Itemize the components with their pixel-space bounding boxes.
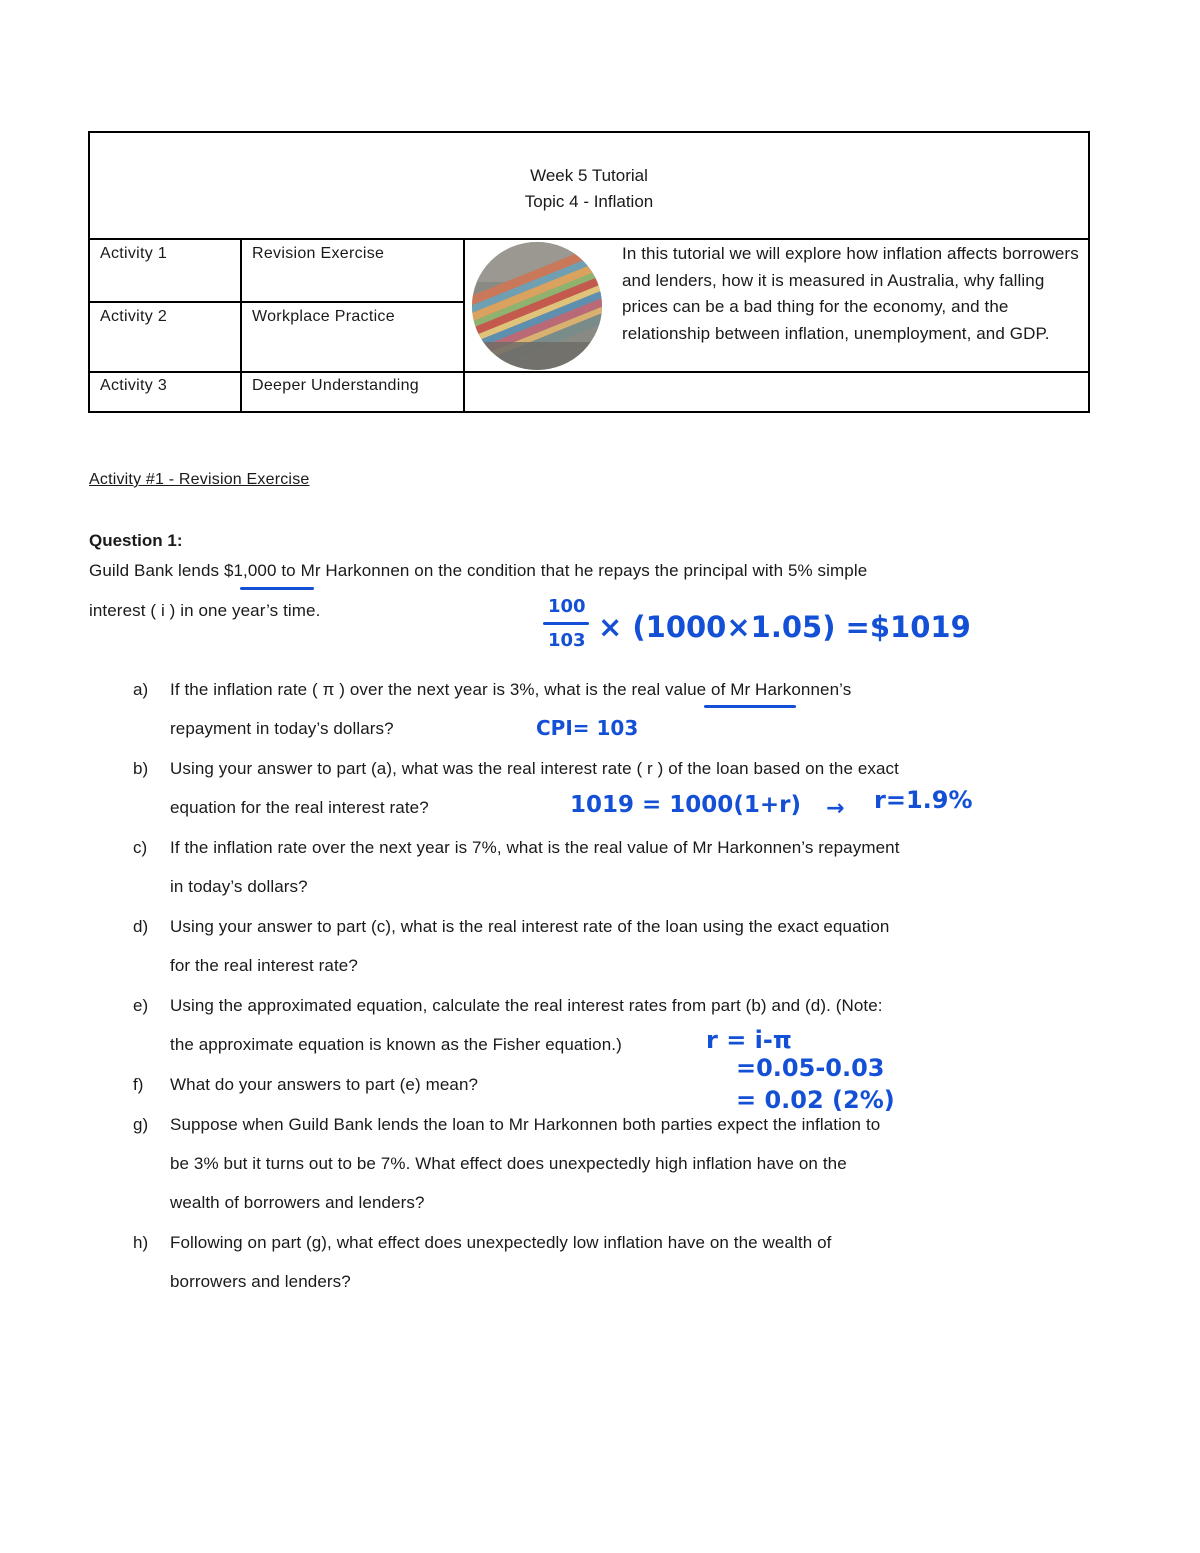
- title-block: [90, 133, 1088, 240]
- item-c-line2: in today’s dollars?: [170, 877, 308, 896]
- row-divider-1: [90, 301, 465, 303]
- item-a-line2: repayment in today’s dollars?: [170, 719, 394, 738]
- item-d-letter: d): [133, 917, 149, 936]
- item-b-line2: equation for the real interest rate?: [170, 798, 429, 817]
- activity-1-name: Revision Exercise: [252, 245, 385, 262]
- fisher-line1: r = i-π: [706, 1026, 792, 1054]
- item-b-line1: Using your answer to part (a), what was the real interest rate ( r ) of the loan based on the exact: [170, 759, 899, 778]
- item-c-line1: If the inflation rate over the next year is 7%, what is the real value of Mr Harkonnen’s repayment: [170, 838, 900, 857]
- item-h-line2: borrowers and lenders?: [170, 1272, 351, 1291]
- topic-title: Topic 4 - Inflation: [524, 192, 654, 211]
- underline-amount: [240, 587, 314, 590]
- question-1-title: Question 1:: [89, 531, 183, 550]
- item-g-letter: g): [133, 1115, 149, 1134]
- tutorial-title: Week 5 Tutorial: [530, 166, 648, 185]
- item-h-letter: h): [133, 1233, 149, 1252]
- question-1-line2: interest ( i ) in one year’s time.: [89, 601, 321, 620]
- activity-2-name: Workplace Practice: [252, 308, 395, 325]
- item-b-letter: b): [133, 759, 149, 778]
- activity-3-name: Deeper Understanding: [252, 377, 419, 394]
- question-1-line1: Guild Bank lends $1,000 to Mr Harkonnen on the condition that he repays the principal with 5% simple: [89, 561, 868, 580]
- fraction-bar: [543, 622, 589, 625]
- underline-real-value: [704, 705, 796, 708]
- banknotes-icon: [472, 242, 602, 370]
- item-f-letter: f): [133, 1075, 144, 1094]
- banknotes-image: [472, 242, 602, 370]
- fraction-numerator: 100: [548, 596, 586, 617]
- item-e-line1: Using the approximated equation, calculate the real interest rates from part (b) and (d). (Note:: [170, 996, 883, 1015]
- cpi-note: CPI= 103: [536, 716, 639, 740]
- item-g-line3: wealth of borrowers and lenders?: [170, 1193, 425, 1212]
- row-divider-2: [90, 371, 1088, 373]
- activity-1-label: Activity 1: [100, 245, 168, 262]
- item-f-line1: What do your answers to part (e) mean?: [170, 1075, 479, 1094]
- item-g-line1: Suppose when Guild Bank lends the loan to Mr Harkonnen both parties expect the inflation to: [170, 1115, 881, 1134]
- item-d-line2: for the real interest rate?: [170, 956, 358, 975]
- fisher-line3: = 0.02 (2%): [736, 1086, 895, 1114]
- fraction-denominator: 103: [548, 630, 586, 651]
- item-e-letter: e): [133, 996, 149, 1015]
- activity-2-label: Activity 2: [100, 308, 168, 325]
- col-divider-2: [463, 238, 465, 411]
- formula-real-rate: 1019 = 1000(1+r): [570, 792, 801, 818]
- item-g-line2: be 3% but it turns out to be 7%. What effect does unexpectedly high inflation have on the: [170, 1154, 847, 1173]
- col-divider-1: [240, 238, 242, 411]
- arrow-icon: →: [826, 796, 845, 821]
- activity-3-label: Activity 3: [100, 377, 168, 394]
- activity-1-heading[interactable]: Activity #1 - Revision Exercise: [89, 471, 310, 488]
- fisher-line2: =0.05-0.03: [736, 1054, 885, 1082]
- tutorial-intro: In this tutorial we will explore how inflation affects borrowers and lenders, how it is measured in Australia, why falling prices can be a bad thing for the economy, and the relationship between inflation, unemployment, and GDP.: [622, 244, 1079, 343]
- formula-real-value: × (1000×1.05) =$1019: [598, 610, 971, 644]
- item-e-line2: the approximate equation is known as the Fisher equation.): [170, 1035, 622, 1054]
- result-real-rate: r=1.9%: [874, 786, 973, 814]
- item-a-letter: a): [133, 680, 149, 699]
- item-c-letter: c): [133, 838, 148, 857]
- item-d-line1: Using your answer to part (c), what is the real interest rate of the loan using the exact equation: [170, 917, 890, 936]
- item-a-line1: If the inflation rate ( π ) over the next year is 3%, what is the real value of Mr Harkonnen’s: [170, 680, 852, 699]
- item-h-line1: Following on part (g), what effect does unexpectedly low inflation have on the wealth of: [170, 1233, 832, 1252]
